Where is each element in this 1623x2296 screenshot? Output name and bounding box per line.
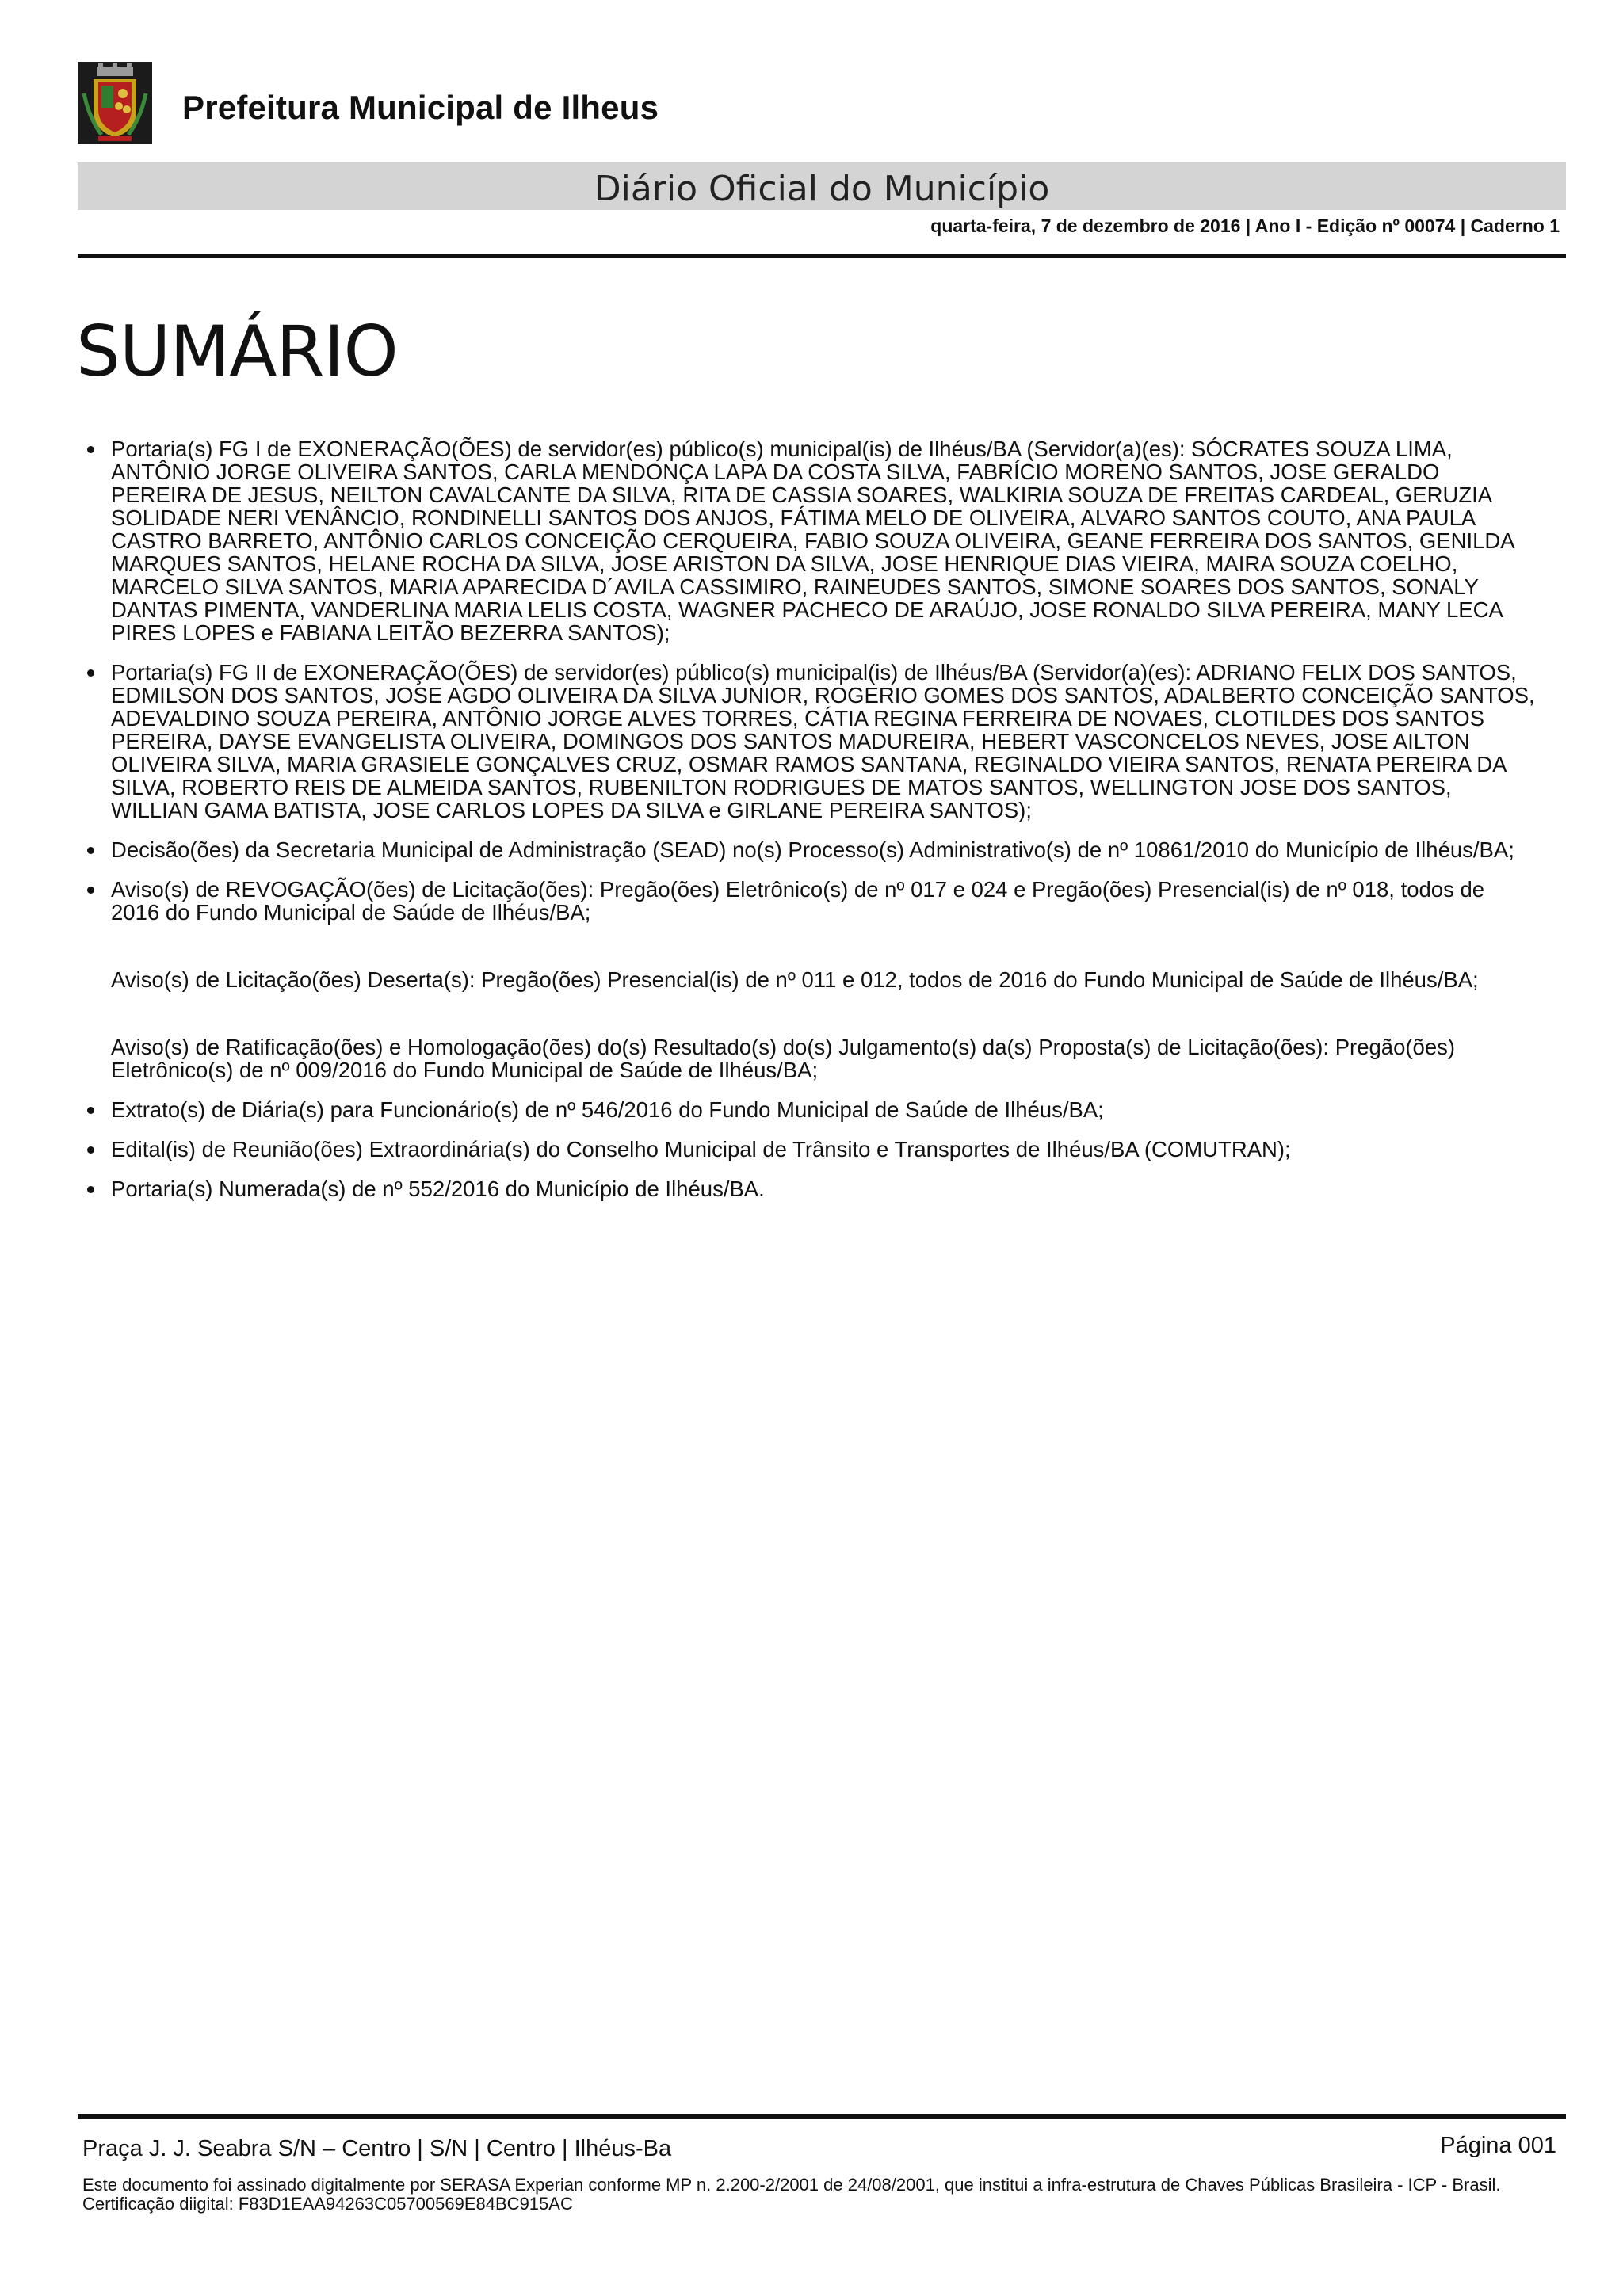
page-number: Página 001 xyxy=(1440,2133,1556,2158)
summary-title: SUMÁRIO xyxy=(76,311,398,392)
list-item xyxy=(87,661,1537,822)
list-item xyxy=(87,437,1537,644)
edition-line: quarta-feira, 7 de dezembro de 2016 | Ano I - Edição nº 00074 | Caderno 1 xyxy=(930,215,1560,236)
footer-divider xyxy=(78,2114,1566,2119)
list-item xyxy=(87,1138,1537,1161)
certification-note: Este documento foi assinado digitalmente por SERASA Experian conforme MP n. 2.200-2/2001 de 24/08/2001, que institui a infra-estrutura de Chaves Públicas Brasileira - ICP - Brasil. Certificação diigital: F83D1EAA94263C05700569E84BC915AC xyxy=(82,2175,1501,2214)
list-item-text: Portaria(s) Numerada(s) de nº 552/2016 do Município de Ilhéus/BA. xyxy=(111,1177,765,1201)
org-name: Prefeitura Municipal de Ilheus xyxy=(182,89,659,126)
header-divider xyxy=(78,254,1566,258)
municipal-coat-of-arms-icon xyxy=(78,62,152,144)
bullet-icon xyxy=(87,1107,94,1114)
list-item-text: Aviso(s) de REVOGAÇÃO(ões) de Licitação(ões): Pregão(ões) Eletrônico(s) de nº 017 e 024 e Pregão(ões) Presencial(is) de nº 018, todos de 2016 do Fundo Municipal de Saúde de Ilhéus/BA; xyxy=(111,877,1485,925)
list-item xyxy=(87,1098,1537,1121)
gazette-title: Diário Oficial do Município xyxy=(594,169,1050,209)
bullet-icon xyxy=(87,446,94,453)
list-item-text: Portaria(s) FG II de EXONERAÇÃO(ÕES) de servidor(es) público(s) municipal(is) de Ilhéus/BA (Servidor(a)(es): ADRIANO FELIX DOS SANTOS, EDMILSON DOS SANTOS, JOSE AGDO OLIVEIRA DA SILVA JUNIOR, ROGERIO GOMES DOS SANTOS, ADALBERTO CONCEIÇÃO SANTOS, ADEVALDINO SOUZA PEREIRA, ANTÔNIO JORGE ALVES TORRES, CÁTIA REGINA FERREIRA DE NOVAES, CLOTILDES DOS SANTOS PEREIRA, DAYSE EVANGELISTA OLIVEIRA, DOMINGOS DOS SANTOS MADUREIRA, HEBERT VASCONCELOS NEVES, JOSE AILTON OLIVEIRA SILVA, MARIA GRASIELE GONÇALVES CRUZ, OSMAR RAMOS SANTANA, REGINALDO VIEIRA SANTOS, RENATA PEREIRA DA SILVA, ROBERTO REIS DE ALMEIDA SANTOS, RUBENILTON RODRIGUES DE MATOS SANTOS, WELLINGTON JOSE DOS SANTOS, WILLIAN GAMA BATISTA, JOSE CARLOS LOPES DA SILVA e GIRLANE PEREIRA SANTOS); xyxy=(111,660,1535,822)
sub-paragraph: Aviso(s) de Licitação(ões) Deserta(s): Pregão(ões) Presencial(is) de nº 011 e 012, todos de 2016 do Fundo Municipal de Saúde de Ilhéus/BA; xyxy=(111,967,1479,992)
gazette-banner xyxy=(78,162,1566,210)
bullet-icon xyxy=(87,847,94,854)
list-item-text: Decisão(ões) da Secretaria Municipal de Administração (SEAD) no(s) Processo(s) Administrativo(s) de nº 10861/2010 do Município de Ilhéus/BA; xyxy=(111,837,1514,862)
list-item-text: Edital(is) de Reunião(ões) Extraordinária(s) do Conselho Municipal de Trânsito e Transportes de Ilhéus/BA (COMUTRAN); xyxy=(111,1137,1291,1161)
list-item xyxy=(87,838,1537,861)
list-item xyxy=(87,878,1537,924)
footer-address: Praça J. J. Seabra S/N – Centro | S/N | Centro | Ilhéus-Ba xyxy=(82,2136,672,2161)
bullet-icon xyxy=(87,1186,94,1193)
bullet-icon xyxy=(87,1146,94,1154)
bullet-icon xyxy=(87,669,94,677)
summary-list xyxy=(87,437,1537,1217)
list-item-text: Extrato(s) de Diária(s) para Funcionário(s) de nº 546/2016 do Fundo Municipal de Saúde de Ilhéus/BA; xyxy=(111,1097,1104,1122)
sub-paragraph: Aviso(s) de Ratificação(ões) e Homologação(ões) do(s) Resultado(s) do(s) Julgamento(s) da(s) Proposta(s) de Licitação(ões): Pregão(ões) Eletrônico(s) de nº 009/2016 do Fundo Municipal de Saúde de Ilhéus/BA; xyxy=(111,1035,1456,1082)
bullet-icon xyxy=(87,887,94,894)
list-item-text: Portaria(s) FG I de EXONERAÇÃO(ÕES) de servidor(es) público(s) municipal(is) de Ilhéus/BA (Servidor(a)(es): SÓCRATES SOUZA LIMA, ANTÔNIO JORGE OLIVEIRA SANTOS, CARLA MENDONÇA LAPA DA COSTA SILVA, FABRÍCIO MORENO SANTOS, JOSE GERALDO PEREIRA DE JESUS, NEILTON CAVALCANTE DA SILVA, RITA DE CASSIA SOARES, WALKIRIA SOUZA DE FREITAS CARDEAL, GERUZIA SOLIDADE NERI VENÂNCIO, RONDINELLI SANTOS DOS ANJOS, FÁTIMA MELO DE OLIVEIRA, ALVARO SANTOS COUTO, ANA PAULA CASTRO BARRETO, ANTÔNIO CARLOS CONCEIÇÃO CERQUEIRA, FABIO SOUZA OLIVEIRA, GEANE FERREIRA DOS SANTOS, GENILDA MARQUES SANTOS, HELANE ROCHA DA SILVA, JOSE ARISTON DA SILVA, JOSE HENRIQUE DIAS VIEIRA, MAIRA SOUZA COELHO, MARCELO SILVA SANTOS, MARIA APARECIDA D´AVILA CASSIMIRO, RAINEUDES SANTOS, SIMONE SOARES DOS SANTOS, SONALY DANTAS PIMENTA, VANDERLINA MARIA LELIS COSTA, WAGNER PACHECO DE ARAÚJO, JOSE RONALDO SILVA PEREIRA, MANY LECA PIRES LOPES e FABIANA LEITÃO BEZERRA SANTOS); xyxy=(111,437,1514,645)
list-item xyxy=(87,1177,1537,1200)
